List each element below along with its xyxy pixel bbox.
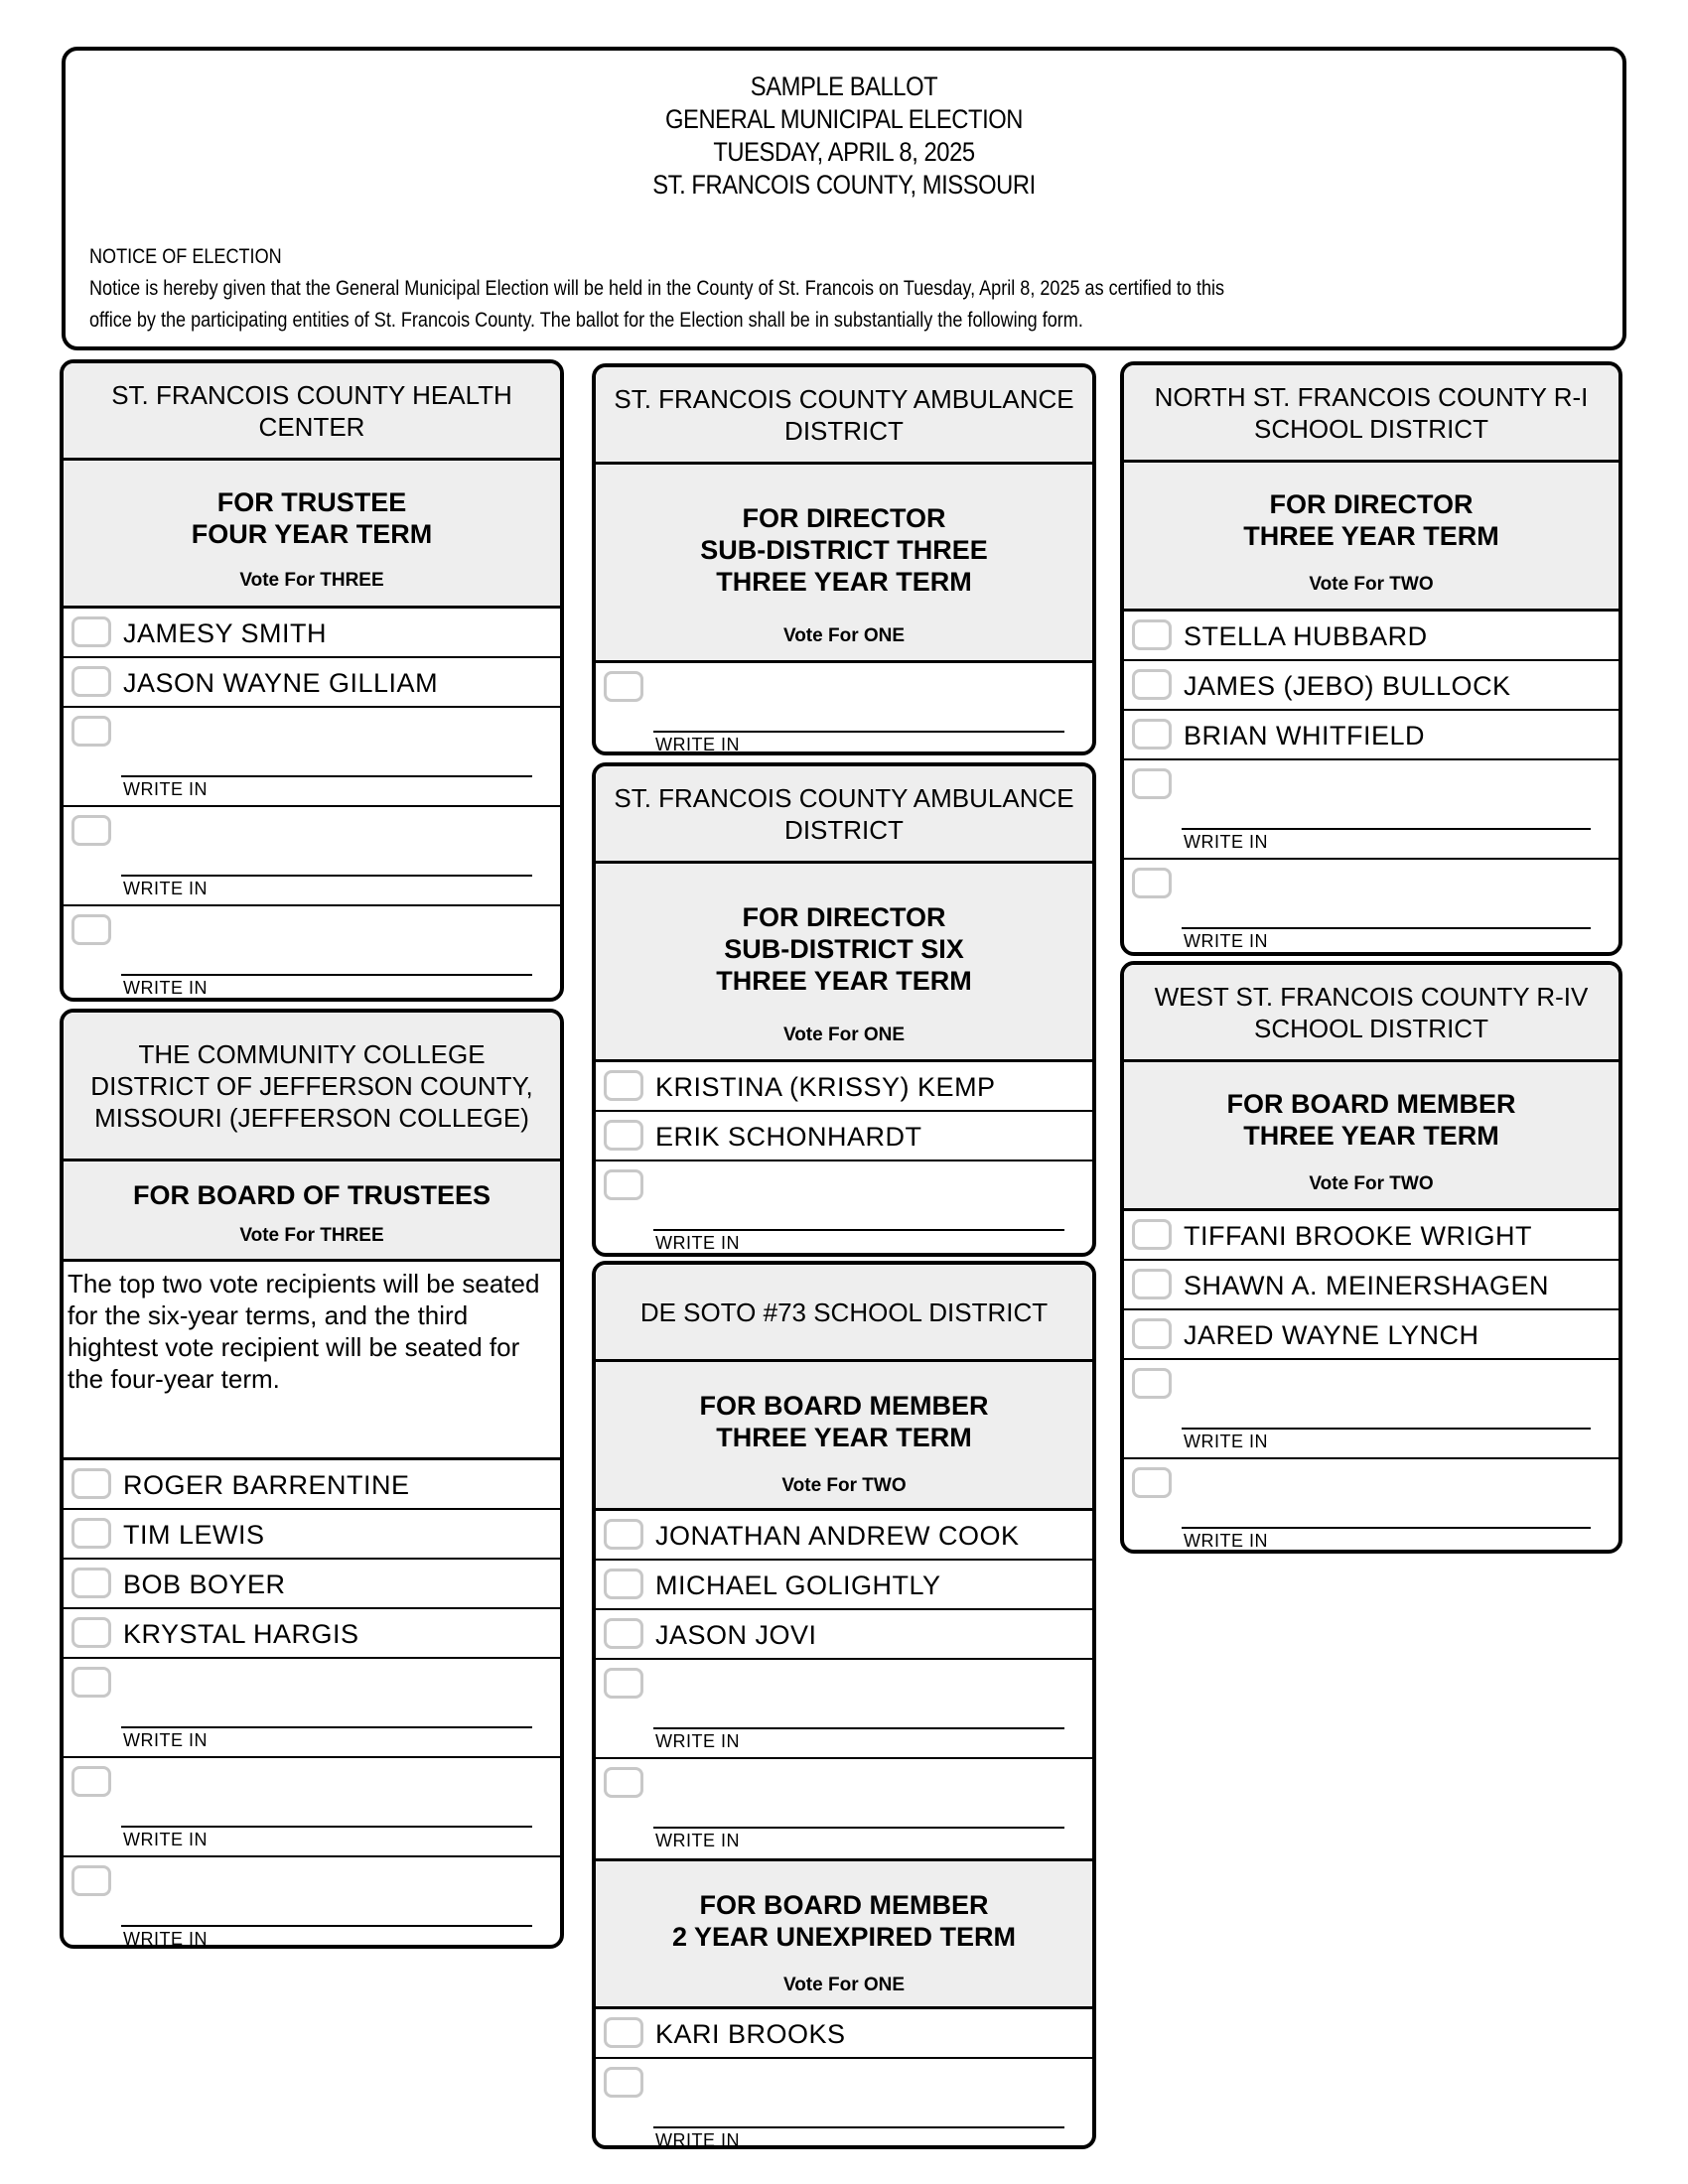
- write-in-line[interactable]: [121, 1925, 532, 1927]
- write-in-label: WRITE IN: [123, 779, 208, 799]
- write-in-line[interactable]: [121, 775, 532, 777]
- candidate-list: [1124, 1211, 1618, 1554]
- district-title-line: NORTH ST. FRANCOIS COUNTY R-I: [1154, 381, 1589, 412]
- write-in-line[interactable]: [1182, 1527, 1591, 1529]
- district-title-text: [614, 383, 1073, 447]
- district-title-line: DISTRICT: [784, 415, 904, 446]
- write-in-row[interactable]: [64, 906, 560, 1002]
- candidate-row[interactable]: [596, 1511, 1092, 1561]
- candidate-row[interactable]: [64, 1609, 560, 1659]
- write-in-row[interactable]: [596, 1759, 1092, 1858]
- candidate-name: KRYSTAL HARGIS: [123, 1619, 359, 1649]
- vote-oval[interactable]: [71, 914, 111, 945]
- write-in-label: WRITE IN: [1184, 1432, 1268, 1451]
- write-in-line[interactable]: [653, 1727, 1064, 1729]
- district-title-line: ST. FRANCOIS COUNTY AMBULANCE: [614, 782, 1074, 813]
- write-in-label: WRITE IN: [123, 1730, 208, 1750]
- race-title-line: THREE YEAR TERM: [716, 966, 972, 996]
- write-in-label: WRITE IN: [655, 1233, 740, 1253]
- ballot-title: [66, 70, 1622, 202]
- race-title-line: FOR BOARD MEMBER: [1226, 1089, 1516, 1119]
- vote-oval[interactable]: [71, 1568, 111, 1598]
- write-in-line[interactable]: [653, 1229, 1064, 1231]
- candidate-name: SHAWN A. MEINERSHAGEN: [1184, 1271, 1550, 1300]
- write-in-line[interactable]: [121, 974, 532, 976]
- vote-oval[interactable]: [1132, 1467, 1172, 1498]
- contest-jefferson-college: [60, 1009, 564, 1949]
- candidate-name: JONATHAN ANDREW COOK: [655, 1521, 1020, 1551]
- write-in-row[interactable]: [596, 2059, 1092, 2149]
- race-instructions: The top two vote recipients will be seated for the six-year terms, and the third hightest vote recipient will be seated for the four-year term.: [64, 1262, 560, 1460]
- candidate-name: JAMESY SMITH: [123, 618, 328, 648]
- vote-oval[interactable]: [604, 1569, 643, 1599]
- race-title-line: THREE YEAR TERM: [1243, 1121, 1499, 1151]
- district-title-text: [1155, 981, 1589, 1044]
- candidate-row[interactable]: [64, 1510, 560, 1560]
- write-in-line[interactable]: [121, 1826, 532, 1828]
- race-header: [1124, 1062, 1618, 1211]
- vote-for-label: Vote For THREE: [239, 1225, 384, 1246]
- vote-oval[interactable]: [604, 2017, 643, 2048]
- vote-oval[interactable]: [71, 1667, 111, 1698]
- vote-oval[interactable]: [1132, 768, 1172, 799]
- district-title: [596, 367, 1092, 465]
- write-in-row[interactable]: [64, 708, 560, 807]
- contest-ambulance-subdistrict-six: [592, 762, 1096, 1257]
- write-in-label: WRITE IN: [123, 879, 208, 898]
- district-title: [596, 766, 1092, 864]
- vote-oval[interactable]: [1132, 669, 1172, 700]
- contest-north-st-francois-r1: [1120, 361, 1622, 956]
- race-title-line: THREE YEAR TERM: [1243, 521, 1499, 551]
- ballot-header: [62, 47, 1626, 350]
- district-title: [1124, 965, 1618, 1062]
- vote-for-label: Vote For TWO: [1309, 574, 1434, 595]
- write-in-label: WRITE IN: [123, 1929, 208, 1949]
- race-header: [596, 864, 1092, 1062]
- district-title: [1124, 365, 1618, 463]
- vote-oval[interactable]: [604, 2067, 643, 2098]
- candidate-row[interactable]: [1124, 711, 1618, 760]
- race-title-line: FOR DIRECTOR: [1269, 489, 1474, 519]
- candidate-row[interactable]: [1124, 1261, 1618, 1310]
- write-in-label: WRITE IN: [655, 1731, 740, 1751]
- candidate-row[interactable]: [1124, 1211, 1618, 1261]
- write-in-line[interactable]: [1182, 927, 1591, 929]
- vote-oval[interactable]: [1132, 868, 1172, 898]
- candidate-row[interactable]: [64, 1560, 560, 1609]
- candidate-name: KARI BROOKS: [655, 2019, 846, 2049]
- district-title-line: DISTRICT: [784, 814, 904, 845]
- race-title-line: FOR TRUSTEE: [216, 487, 407, 517]
- candidate-name: JARED WAYNE LYNCH: [1184, 1320, 1479, 1350]
- vote-oval[interactable]: [71, 1518, 111, 1549]
- district-title-text: [90, 1038, 532, 1134]
- candidate-name: JAMES (JEBO) BULLOCK: [1184, 671, 1511, 701]
- vote-oval[interactable]: [604, 1767, 643, 1798]
- candidate-name: JASON JOVI: [655, 1620, 817, 1650]
- candidate-row[interactable]: [64, 609, 560, 658]
- race-header: [596, 1362, 1092, 1511]
- vote-oval[interactable]: [71, 1766, 111, 1797]
- race-title-line: SUB-DISTRICT THREE: [700, 535, 988, 565]
- vote-oval[interactable]: [71, 1468, 111, 1499]
- candidate-name: JASON WAYNE GILLIAM: [123, 668, 439, 698]
- vote-oval[interactable]: [604, 1120, 643, 1151]
- vote-oval[interactable]: [71, 1865, 111, 1896]
- vote-oval[interactable]: [604, 1070, 643, 1101]
- district-title-text: [614, 782, 1073, 846]
- race-header: [1124, 463, 1618, 612]
- candidate-name: BRIAN WHITFIELD: [1184, 721, 1426, 751]
- race-title-line: FOR BOARD MEMBER: [699, 1890, 989, 1920]
- race-title: [596, 1889, 1092, 1953]
- vote-oval[interactable]: [1132, 1269, 1172, 1299]
- title-line: SAMPLE BALLOT: [750, 71, 938, 101]
- vote-oval[interactable]: [604, 1618, 643, 1649]
- district-title-line: SCHOOL DISTRICT: [1254, 1013, 1488, 1043]
- write-in-label: WRITE IN: [1184, 1531, 1268, 1551]
- vote-oval[interactable]: [1132, 719, 1172, 750]
- candidate-list: [596, 1511, 1092, 1858]
- race-title-line: SUB-DISTRICT SIX: [724, 934, 964, 964]
- write-in-label: WRITE IN: [123, 1830, 208, 1849]
- contest-west-st-francois-r4: [1120, 961, 1622, 1554]
- race-title-line: 2 YEAR UNEXPIRED TERM: [671, 1922, 1017, 1952]
- candidate-row[interactable]: [596, 2009, 1092, 2059]
- race-title-line: FOR DIRECTOR: [742, 902, 946, 932]
- candidate-list: [596, 663, 1092, 755]
- write-in-row[interactable]: [1124, 1459, 1618, 1554]
- notice-of-election: [89, 241, 1599, 337]
- vote-oval[interactable]: [71, 1617, 111, 1648]
- district-title: [596, 1265, 1092, 1362]
- race-title: [596, 901, 1092, 997]
- write-in-row[interactable]: [1124, 860, 1618, 956]
- notice-text: office by the participating entities of St. Francois County. The ballot for the Election shall be in substantially the following form.: [89, 309, 1083, 332]
- district-title: [64, 1013, 560, 1161]
- contest-de-soto-school-district: [592, 1261, 1096, 2149]
- district-title-line: THE COMMUNITY COLLEGE: [138, 1038, 486, 1069]
- vote-oval[interactable]: [1132, 1318, 1172, 1349]
- race-title: [596, 1390, 1092, 1453]
- write-in-row[interactable]: [64, 1857, 560, 1949]
- vote-oval[interactable]: [604, 671, 643, 702]
- candidate-name: ROGER BARRENTINE: [123, 1470, 410, 1500]
- district-title-line: WEST ST. FRANCOIS COUNTY R-IV: [1154, 981, 1589, 1012]
- race-title: [1124, 1088, 1618, 1152]
- write-in-line[interactable]: [1182, 828, 1591, 830]
- title-line: GENERAL MUNICIPAL ELECTION: [664, 104, 1024, 134]
- race-header: [596, 465, 1092, 663]
- contest-ambulance-subdistrict-three: [592, 363, 1096, 755]
- vote-oval[interactable]: [1132, 1219, 1172, 1250]
- vote-oval[interactable]: [1132, 619, 1172, 650]
- race-header: [596, 1858, 1092, 2009]
- vote-oval[interactable]: [604, 1169, 643, 1200]
- race-title-line: FOUR YEAR TERM: [191, 519, 433, 549]
- candidate-list: [64, 1460, 560, 1949]
- write-in-row[interactable]: [64, 1659, 560, 1758]
- write-in-row[interactable]: [596, 1161, 1092, 1257]
- race-title-line: FOR BOARD MEMBER: [699, 1391, 989, 1421]
- race-header: [64, 461, 560, 609]
- candidate-row[interactable]: [64, 658, 560, 708]
- title-line: TUESDAY, APRIL 8, 2025: [713, 137, 975, 167]
- district-title-line: MISSOURI (JEFFERSON COLLEGE): [94, 1102, 529, 1133]
- vote-oval[interactable]: [604, 1668, 643, 1699]
- district-title-text: ST. FRANCOIS COUNTY HEALTH CENTER: [111, 379, 512, 442]
- vote-oval[interactable]: [71, 666, 111, 697]
- candidate-name: MICHAEL GOLIGHTLY: [655, 1570, 941, 1600]
- vote-oval[interactable]: [71, 616, 111, 647]
- candidate-name: TIM LEWIS: [123, 1520, 265, 1550]
- vote-for-label: Vote For ONE: [782, 1024, 906, 1045]
- candidate-row[interactable]: [1124, 1310, 1618, 1360]
- contest-health-center: [60, 359, 564, 1002]
- vote-for-label: Vote For TWO: [1309, 1173, 1434, 1194]
- candidate-list: [596, 1062, 1092, 1257]
- race-title: [1124, 488, 1618, 552]
- vote-oval[interactable]: [71, 716, 111, 747]
- write-in-label: WRITE IN: [1184, 931, 1268, 951]
- vote-for-label: Vote For ONE: [782, 625, 906, 646]
- candidate-row[interactable]: [1124, 661, 1618, 711]
- candidate-list: [596, 2009, 1092, 2149]
- district-title-line: DISTRICT OF JEFFERSON COUNTY,: [90, 1070, 533, 1101]
- race-title-line: THREE YEAR TERM: [716, 1423, 972, 1452]
- vote-oval[interactable]: [71, 815, 111, 846]
- candidate-list: [64, 609, 560, 1002]
- write-in-line[interactable]: [653, 731, 1064, 733]
- candidate-name: STELLA HUBBARD: [1184, 621, 1428, 651]
- race-header: [64, 1161, 560, 1262]
- write-in-label: WRITE IN: [655, 735, 740, 754]
- candidate-name: KRISTINA (KRISSY) KEMP: [655, 1072, 996, 1102]
- race-title: [64, 486, 560, 550]
- write-in-row[interactable]: [596, 663, 1092, 755]
- notice-text: Notice is hereby given that the General Municipal Election will be held in the County of St. Francois on Tuesday, April 8, 2025 as certified to this: [89, 277, 1225, 300]
- write-in-line[interactable]: [121, 875, 532, 877]
- district-title-text: [1155, 381, 1589, 445]
- write-in-line[interactable]: [653, 2126, 1064, 2128]
- write-in-label: WRITE IN: [1184, 832, 1268, 852]
- write-in-line[interactable]: [653, 1827, 1064, 1829]
- race-title-line: FOR DIRECTOR: [742, 503, 946, 533]
- district-title-line: SCHOOL DISTRICT: [1254, 413, 1488, 444]
- write-in-row[interactable]: [1124, 760, 1618, 860]
- race-title-line: THREE YEAR TERM: [716, 567, 972, 597]
- write-in-line[interactable]: [121, 1726, 532, 1728]
- write-in-row[interactable]: [64, 1758, 560, 1857]
- vote-for-label: Vote For ONE: [782, 1975, 906, 1995]
- candidate-row[interactable]: [1124, 612, 1618, 661]
- candidate-row[interactable]: [596, 1610, 1092, 1660]
- candidate-name: ERIK SCHONHARDT: [655, 1122, 922, 1152]
- write-in-label: WRITE IN: [655, 2130, 740, 2149]
- race-title: FOR BOARD OF TRUSTEES: [132, 1180, 491, 1210]
- write-in-label: WRITE IN: [655, 1831, 740, 1850]
- write-in-label: WRITE IN: [123, 978, 208, 998]
- vote-oval[interactable]: [1132, 1368, 1172, 1399]
- candidate-row[interactable]: [596, 1062, 1092, 1112]
- candidate-row[interactable]: [596, 1112, 1092, 1161]
- vote-oval[interactable]: [604, 1519, 643, 1550]
- write-in-row[interactable]: [64, 807, 560, 906]
- race-title: [596, 502, 1092, 598]
- write-in-row[interactable]: [596, 1660, 1092, 1759]
- district-title: [64, 363, 560, 461]
- candidate-name: TIFFANI BROOKE WRIGHT: [1184, 1221, 1533, 1251]
- candidate-row[interactable]: [596, 1561, 1092, 1610]
- candidate-row[interactable]: [64, 1460, 560, 1510]
- write-in-line[interactable]: [1182, 1428, 1591, 1430]
- notice-label: NOTICE OF ELECTION: [89, 245, 282, 268]
- district-title-text: DE SOTO #73 SCHOOL DISTRICT: [639, 1297, 1049, 1327]
- district-title-line: ST. FRANCOIS COUNTY AMBULANCE: [614, 383, 1074, 414]
- candidate-name: BOB BOYER: [123, 1570, 286, 1599]
- write-in-row[interactable]: [1124, 1360, 1618, 1459]
- vote-for-label: Vote For THREE: [239, 570, 384, 591]
- vote-for-label: Vote For TWO: [781, 1475, 907, 1496]
- title-line: ST. FRANCOIS COUNTY, MISSOURI: [652, 170, 1036, 200]
- candidate-list: [1124, 612, 1618, 956]
